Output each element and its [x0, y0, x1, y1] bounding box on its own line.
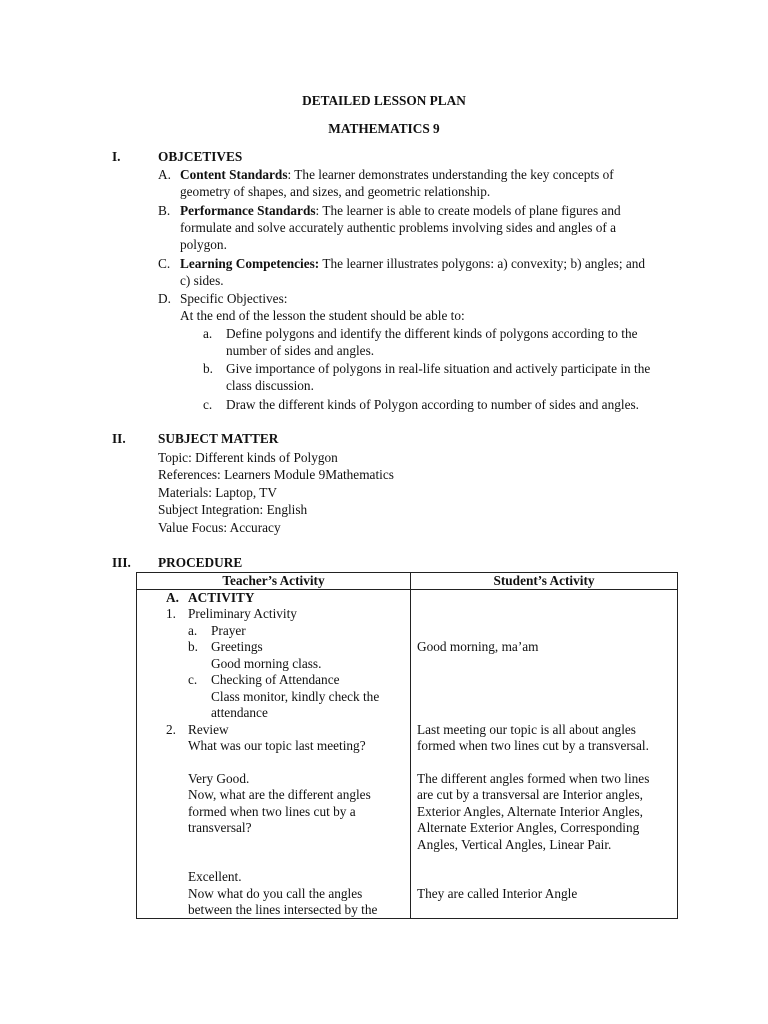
sub-item-letter: c.	[188, 672, 198, 687]
table-row	[137, 590, 678, 919]
specific-objective-text-cont: number of sides and angles.	[226, 343, 375, 358]
section-number: I.	[112, 149, 121, 164]
student-activity-header: Student’s Activity	[411, 573, 678, 590]
sub-item-letter: b.	[188, 639, 198, 654]
content-standards-text: : The learner demonstrates understanding the key concepts of	[287, 167, 614, 182]
list-letter: A.	[166, 590, 179, 605]
preliminary-activity: Preliminary Activity	[188, 606, 297, 621]
value-focus-line: Value Focus: Accuracy	[158, 520, 281, 535]
student-response-cont: Angles, Vertical Angles, Linear Pair.	[417, 837, 612, 852]
student-response-cont: Alternate Exterior Angles, Corresponding	[417, 820, 640, 835]
teacher-question-cont: between the lines intersected by the	[188, 902, 378, 917]
learning-competencies-line	[180, 255, 645, 272]
references-line: References: Learners Module 9Mathematics	[158, 467, 394, 482]
table-header-row	[137, 573, 678, 590]
specific-objective-text: Define polygons and identify the different kinds of polygons according to the	[226, 326, 638, 341]
greetings-text: Good morning class.	[211, 656, 322, 671]
student-response: Good morning, ma’am	[417, 639, 539, 654]
section-number: II.	[112, 431, 126, 446]
materials-line: Materials: Laptop, TV	[158, 485, 278, 500]
content-standards-line	[180, 166, 614, 183]
list-letter: C.	[158, 256, 171, 271]
teacher-question: Now what do you call the angles	[188, 886, 363, 901]
performance-standards-text-cont: polygon.	[180, 237, 227, 252]
teacher-question: Now, what are the different angles	[188, 787, 371, 802]
document-subject: MATHEMATICS 9	[328, 121, 440, 136]
list-letter: A.	[158, 167, 171, 182]
specific-objective-text: Draw the different kinds of Polygon according to number of sides and angles.	[226, 397, 639, 412]
performance-standards-line	[180, 202, 621, 219]
specific-objective-text-cont: class discussion.	[226, 378, 314, 393]
sub-item-letter: c.	[203, 397, 213, 412]
list-letter: B.	[158, 203, 171, 218]
learning-competencies-text-cont: c) sides.	[180, 273, 224, 288]
student-response: The different angles formed when two lines	[417, 771, 650, 786]
learning-competencies-text: The learner illustrates polygons: a) convexity; b) angles; and	[319, 256, 646, 271]
student-response-cont: Exterior Angles, Alternate Interior Angles,	[417, 804, 643, 819]
learning-competencies-label: Learning Competencies:	[180, 256, 320, 271]
student-response: They are called Interior Angle	[417, 886, 578, 901]
teacher-question-cont: transversal?	[188, 820, 252, 835]
student-response-cont: are cut by a transversal are Interior angles,	[417, 787, 643, 802]
sub-item-letter: a.	[203, 326, 213, 341]
specific-objectives-label: Specific Objectives:	[180, 291, 288, 306]
teacher-activity-header: Teacher’s Activity	[137, 573, 411, 590]
student-response: Last meeting our topic is all about angles	[417, 722, 636, 737]
activity-heading: ACTIVITY	[188, 590, 255, 605]
list-number: 1.	[166, 606, 176, 621]
performance-standards-text-cont: formulate and solve accurately authentic problems involving sides and angles of a	[180, 220, 617, 235]
list-number: 2.	[166, 722, 176, 737]
list-letter: D.	[158, 291, 171, 306]
attendance-text: Class monitor, kindly check the	[211, 689, 380, 704]
content-standards-text-cont: geometry of shapes, and sizes, and geometric relationship.	[180, 184, 491, 199]
prayer-item: Prayer	[211, 623, 246, 638]
student-activity-cell	[411, 590, 678, 919]
topic-line: Topic: Different kinds of Polygon	[158, 450, 338, 465]
attendance-item: Checking of Attendance	[211, 672, 340, 687]
teacher-activity-cell	[137, 590, 411, 919]
sub-item-letter: a.	[188, 623, 198, 638]
content-standards-label: Content Standards	[180, 167, 288, 182]
student-response-cont: formed when two lines cut by a transversal.	[417, 738, 649, 753]
specific-objective-text: Give importance of polygons in real-life situation and actively participate in the	[226, 361, 651, 376]
subject-integration-line: Subject Integration: English	[158, 502, 308, 517]
teacher-feedback: Excellent.	[188, 869, 242, 884]
performance-standards-text: : The learner is able to create models of plane figures and	[315, 203, 621, 218]
section-heading: OBJCETIVES	[158, 149, 243, 164]
review-question: What was our topic last meeting?	[188, 738, 366, 753]
attendance-text-cont: attendance	[211, 705, 268, 720]
teacher-feedback: Very Good.	[188, 771, 250, 786]
section-heading: SUBJECT MATTER	[158, 431, 279, 446]
performance-standards-label: Performance Standards	[180, 203, 316, 218]
specific-objectives-intro: At the end of the lesson the student should be able to:	[180, 308, 465, 323]
greetings-item: Greetings	[211, 639, 263, 654]
document-title: DETAILED LESSON PLAN	[302, 93, 466, 108]
sub-item-letter: b.	[203, 361, 213, 376]
section-heading: PROCEDURE	[158, 555, 243, 570]
procedure-table	[136, 572, 678, 919]
review-item: Review	[188, 722, 229, 737]
section-number: III.	[112, 555, 131, 570]
teacher-question-cont: formed when two lines cut by a	[188, 804, 356, 819]
